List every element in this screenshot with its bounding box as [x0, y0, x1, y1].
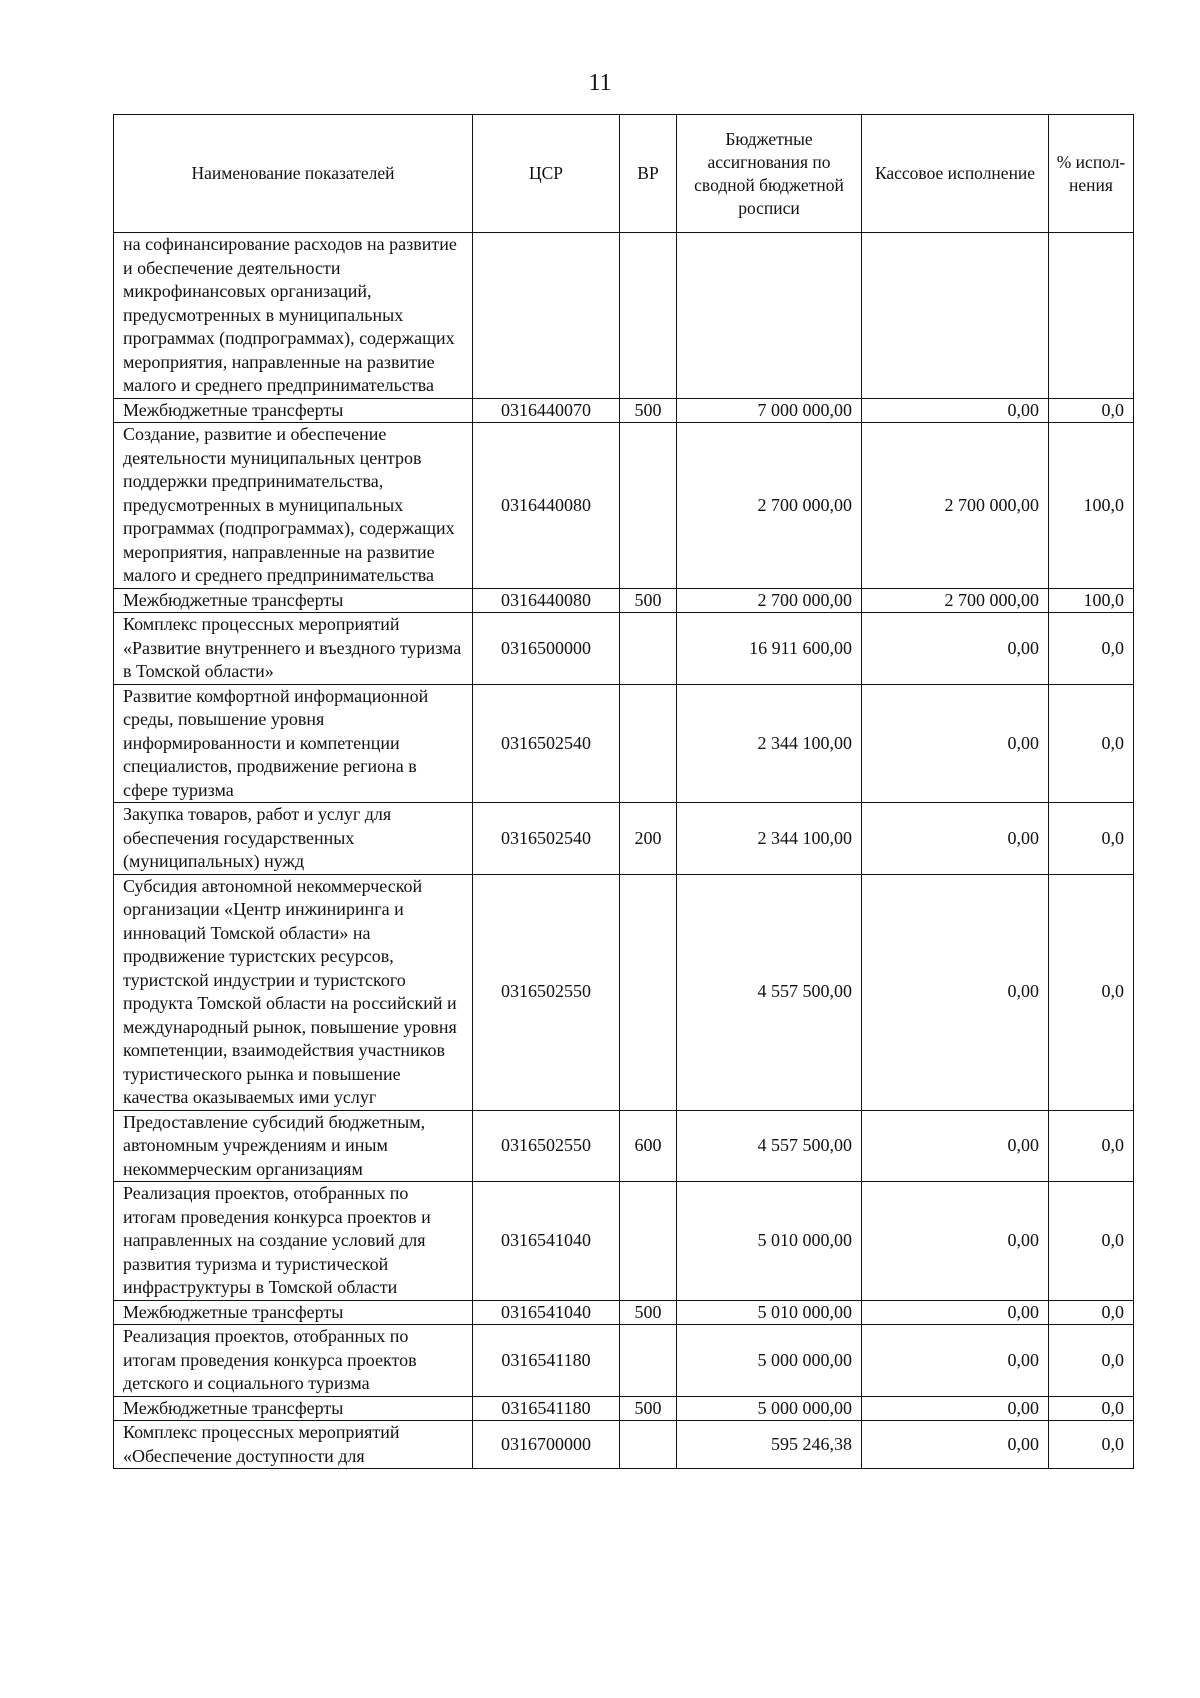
cell-vr: 600	[620, 1110, 677, 1182]
cell-vr: 500	[620, 588, 677, 613]
cell-plan: 5 010 000,00	[677, 1182, 862, 1301]
cell-code: 0316502550	[473, 1110, 620, 1182]
cell-fact: 0,00	[862, 1325, 1049, 1397]
cell-pct: 0,0	[1049, 1110, 1134, 1182]
cell-name: Реализация проектов, отобранных по итогам проведения конкурса проектов и направленных на создание условий для развития туризма и туристической инфраструктуры в Томской области	[114, 1182, 473, 1301]
cell-pct: 0,0	[1049, 803, 1134, 875]
cell-fact: 2 700 000,00	[862, 588, 1049, 613]
cell-name: Закупка товаров, работ и услуг для обеспечения государственных (муниципальных) нужд	[114, 803, 473, 875]
cell-plan: 5 010 000,00	[677, 1300, 862, 1325]
cell-code: 0316502540	[473, 803, 620, 875]
cell-pct: 0,0	[1049, 1421, 1134, 1469]
cell-pct: 0,0	[1049, 613, 1134, 685]
table-row	[114, 613, 1134, 685]
cell-vr	[620, 613, 677, 685]
cell-pct: 0,0	[1049, 1300, 1134, 1325]
table-row	[114, 874, 1134, 1110]
table-row	[114, 1325, 1134, 1397]
cell-name: на софинансирование расходов на развитие и обеспечение деятельности микрофинансовых организаций, предусмотренных в муниципальных программах (подпрограммах), содержащих мероприятия, направленные на развитие малого и среднего предпринимательства	[114, 233, 473, 399]
cell-code: 0316502540	[473, 684, 620, 803]
cell-code: 0316440080	[473, 588, 620, 613]
cell-plan: 2 344 100,00	[677, 803, 862, 875]
cell-vr: 500	[620, 1300, 677, 1325]
table-row	[114, 1421, 1134, 1469]
cell-name: Комплекс процессных мероприятий «Обеспечение доступности для	[114, 1421, 473, 1469]
table-row	[114, 233, 1134, 399]
table-row	[114, 1300, 1134, 1325]
cell-pct: 0,0	[1049, 1325, 1134, 1397]
cell-vr	[620, 684, 677, 803]
cell-fact: 2 700 000,00	[862, 423, 1049, 589]
header-fact: Кассовое исполнение	[862, 115, 1049, 233]
table-row	[114, 588, 1134, 613]
cell-plan: 5 000 000,00	[677, 1396, 862, 1421]
cell-name: Субсидия автономной некоммерческой организации «Центр инжиниринга и инноваций Томской области» на продвижение туристских ресурсов, туристской индустрии и туристского продукта Томской области на российский и международный рынок, повышение уровня компетенции, взаимодействия участников туристического рынка и повышение качества оказываемых ими услуг	[114, 874, 473, 1110]
cell-vr	[620, 1182, 677, 1301]
cell-name: Межбюджетные трансферты	[114, 1396, 473, 1421]
cell-name: Комплекс процессных мероприятий «Развитие внутреннего и въездного туризма в Томской области»	[114, 613, 473, 685]
cell-pct	[1049, 233, 1134, 399]
cell-plan: 5 000 000,00	[677, 1325, 862, 1397]
header-pct: % испол-нения	[1049, 115, 1134, 233]
cell-vr	[620, 233, 677, 399]
cell-pct: 0,0	[1049, 398, 1134, 423]
cell-fact: 0,00	[862, 1182, 1049, 1301]
cell-name: Межбюджетные трансферты	[114, 1300, 473, 1325]
table-row	[114, 398, 1134, 423]
cell-vr	[620, 1325, 677, 1397]
cell-fact: 0,00	[862, 684, 1049, 803]
cell-fact: 0,00	[862, 1110, 1049, 1182]
cell-name: Межбюджетные трансферты	[114, 588, 473, 613]
cell-fact: 0,00	[862, 1300, 1049, 1325]
cell-code: 0316541040	[473, 1182, 620, 1301]
cell-pct: 0,0	[1049, 874, 1134, 1110]
cell-name: Предоставление субсидий бюджетным, автономным учреждениям и иным некоммерческим организациям	[114, 1110, 473, 1182]
cell-plan: 4 557 500,00	[677, 874, 862, 1110]
cell-code	[473, 233, 620, 399]
cell-name: Реализация проектов, отобранных по итогам проведения конкурса проектов детского и социального туризма	[114, 1325, 473, 1397]
cell-code: 0316440070	[473, 398, 620, 423]
cell-fact: 0,00	[862, 874, 1049, 1110]
cell-fact: 0,00	[862, 613, 1049, 685]
cell-name: Развитие комфортной информационной среды, повышение уровня информированности и компетенции специалистов, продвижение региона в сфере туризма	[114, 684, 473, 803]
cell-name: Межбюджетные трансферты	[114, 398, 473, 423]
table-row	[114, 423, 1134, 589]
cell-fact: 0,00	[862, 398, 1049, 423]
cell-code: 0316502550	[473, 874, 620, 1110]
cell-pct: 0,0	[1049, 1396, 1134, 1421]
cell-plan: 2 700 000,00	[677, 423, 862, 589]
cell-plan: 595 246,38	[677, 1421, 862, 1469]
cell-vr	[620, 1421, 677, 1469]
cell-code: 0316700000	[473, 1421, 620, 1469]
cell-plan	[677, 233, 862, 399]
cell-name: Создание, развитие и обеспечение деятельности муниципальных центров поддержки предпринимательства, предусмотренных в муниципальных программах (подпрограммах), содержащих мероприятия, направленные на развитие малого и среднего предпринимательства	[114, 423, 473, 589]
cell-vr: 200	[620, 803, 677, 875]
cell-plan: 2 344 100,00	[677, 684, 862, 803]
cell-plan: 2 700 000,00	[677, 588, 862, 613]
cell-fact: 0,00	[862, 803, 1049, 875]
cell-pct: 100,0	[1049, 423, 1134, 589]
header-code: ЦСР	[473, 115, 620, 233]
table-header-row	[114, 115, 1134, 233]
table-row	[114, 1110, 1134, 1182]
cell-pct: 0,0	[1049, 684, 1134, 803]
cell-pct: 0,0	[1049, 1182, 1134, 1301]
header-name: Наименование показателей	[114, 115, 473, 233]
table-row	[114, 803, 1134, 875]
table-row	[114, 1396, 1134, 1421]
cell-code: 0316500000	[473, 613, 620, 685]
cell-code: 0316541180	[473, 1325, 620, 1397]
cell-vr: 500	[620, 398, 677, 423]
cell-pct: 100,0	[1049, 588, 1134, 613]
cell-plan: 4 557 500,00	[677, 1110, 862, 1182]
header-plan: Бюджетные ассигнования по сводной бюджетной росписи	[677, 115, 862, 233]
cell-plan: 7 000 000,00	[677, 398, 862, 423]
cell-code: 0316541040	[473, 1300, 620, 1325]
cell-code: 0316440080	[473, 423, 620, 589]
cell-plan: 16 911 600,00	[677, 613, 862, 685]
table-row	[114, 684, 1134, 803]
cell-vr	[620, 423, 677, 589]
cell-vr	[620, 874, 677, 1110]
header-vr: ВР	[620, 115, 677, 233]
budget-execution-table	[113, 114, 1134, 1469]
cell-code: 0316541180	[473, 1396, 620, 1421]
table-row	[114, 1182, 1134, 1301]
cell-fact: 0,00	[862, 1421, 1049, 1469]
cell-vr: 500	[620, 1396, 677, 1421]
page-number: 11	[588, 70, 612, 96]
cell-fact	[862, 233, 1049, 399]
cell-fact: 0,00	[862, 1396, 1049, 1421]
